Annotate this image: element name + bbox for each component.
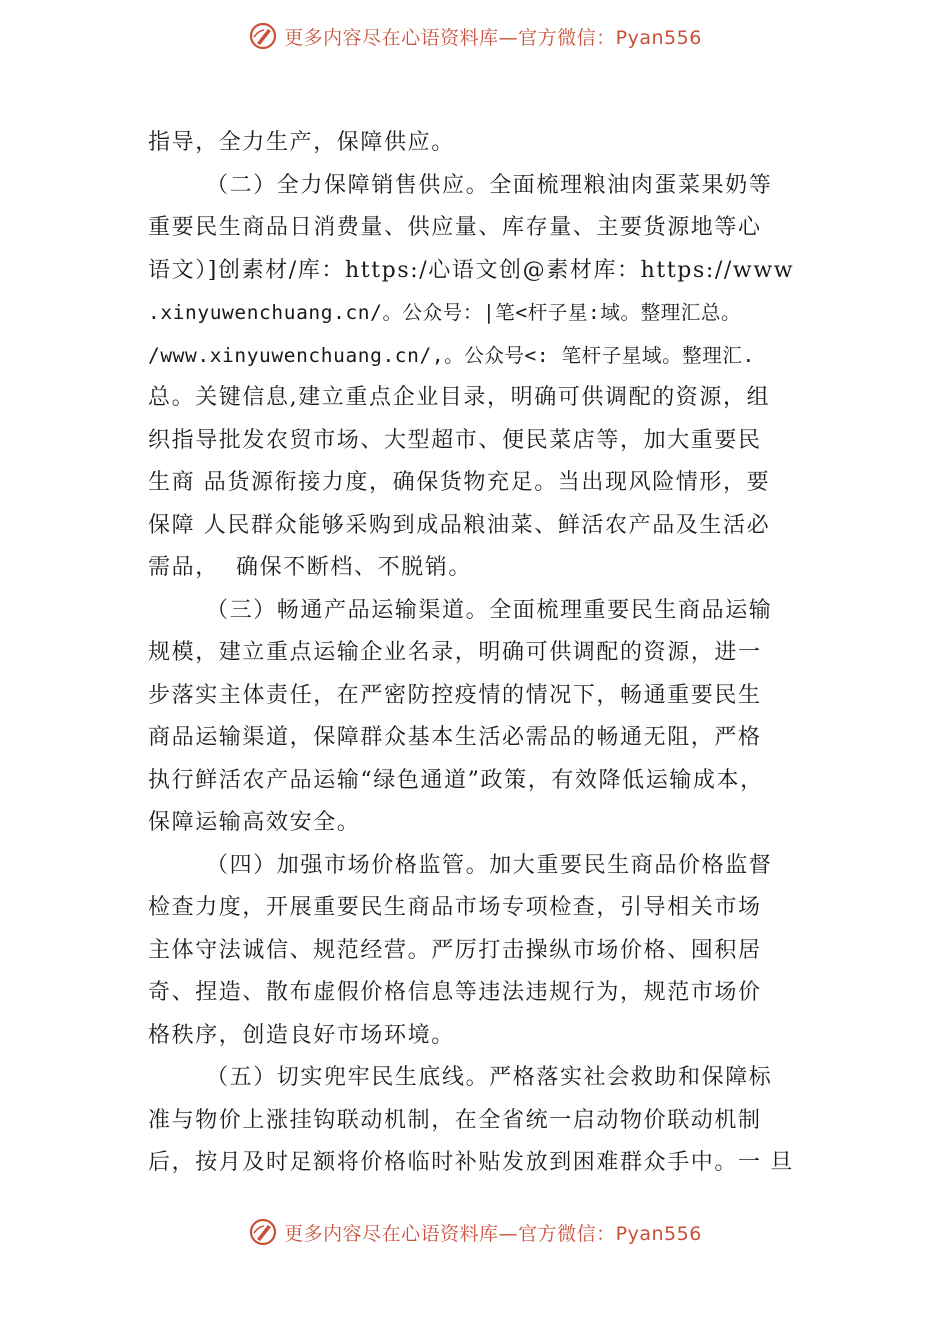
body-line: 奇、捏造、散布虚假价格信息等违法违规行为，规范市场价 <box>148 980 762 1005</box>
footer-banner-text: 更多内容尽在心语资料库—官方微信：Pyan556 <box>284 1222 702 1245</box>
body-line: 后，按月及时足额将价格临时补贴发放到困难群众手中。一 旦 <box>148 1150 794 1175</box>
body-line: 生商 品货源衔接力度，确保货物充足。当出现风险情形，要 <box>148 470 771 495</box>
body-line: （五）切实兜牢民生底线。严格落实社会救助和保障标 <box>206 1065 773 1090</box>
body-line: 总。关键信息,建立重点企业目录，明确可供调配的资源，组 <box>148 385 771 410</box>
body-line: 准与物价上涨挂钩联动机制，在全省统一启动物价联动机制 <box>148 1107 762 1133</box>
body-line: 需品， 确保不断档、不脱销。 <box>148 555 472 580</box>
pen-circle-logo-icon <box>248 21 278 51</box>
body-line: 保障 人民群众能够采购到成品粮油菜、鲜活农产品及生活必 <box>148 512 771 538</box>
body-line: /www.xinyuwenchuang.cn/,。公众号<: 笔杆子星域。整理汇. <box>148 343 755 367</box>
body-line: 步落实主体责任，在严密防控疫情的情况下，畅通重要民生 <box>148 682 762 708</box>
body-line: 指导，全力生产，保障供应。 <box>148 130 455 155</box>
body-line: 执行鲜活农产品运输“绿色通道”政策，有效降低运输成本， <box>148 767 764 793</box>
body-line: 语文）]创素材/库：https:/心语文创@素材库：https://www <box>148 257 795 283</box>
document-body <box>148 122 828 1185</box>
body-line: 保障运输高效安全。 <box>148 810 361 835</box>
body-line: 织指导批发农贸市场、大型超市、便民菜店等，加大重要民 <box>148 427 762 453</box>
body-line: （四）加强市场价格监管。加大重要民生商品价格监督 <box>206 852 773 878</box>
body-line: （二）全力保障销售供应。全面梳理粮油肉蛋菜果奶等 <box>206 172 773 198</box>
pen-circle-logo-icon <box>248 1217 278 1247</box>
body-line: 商品运输渠道，保障群众基本生活必需品的畅通无阻，严格 <box>148 725 762 750</box>
body-line: 检查力度，开展重要民生商品市场专项检查，引导相关市场 <box>148 895 762 920</box>
body-line: 规模，建立重点运输企业名录，明确可供调配的资源，进一 <box>148 640 762 665</box>
body-line: .xinyuwenchuang.cn/。公众号：|笔<杆子星:域。整理汇总。 <box>148 301 742 324</box>
body-line: 格秩序，创造良好市场环境。 <box>148 1022 455 1048</box>
body-line: （三）畅通产品运输渠道。全面梳理重要民生商品运输 <box>206 597 773 623</box>
header-banner <box>0 16 950 56</box>
body-line: 主体守法诚信、规范经营。严厉打击操纵市场价格、囤积居 <box>148 937 762 963</box>
body-line: 重要民生商品日消费量、供应量、库存量、主要货源地等心 <box>148 215 762 240</box>
footer-banner <box>0 1212 950 1252</box>
header-banner-text: 更多内容尽在心语资料库—官方微信：Pyan556 <box>284 26 702 49</box>
